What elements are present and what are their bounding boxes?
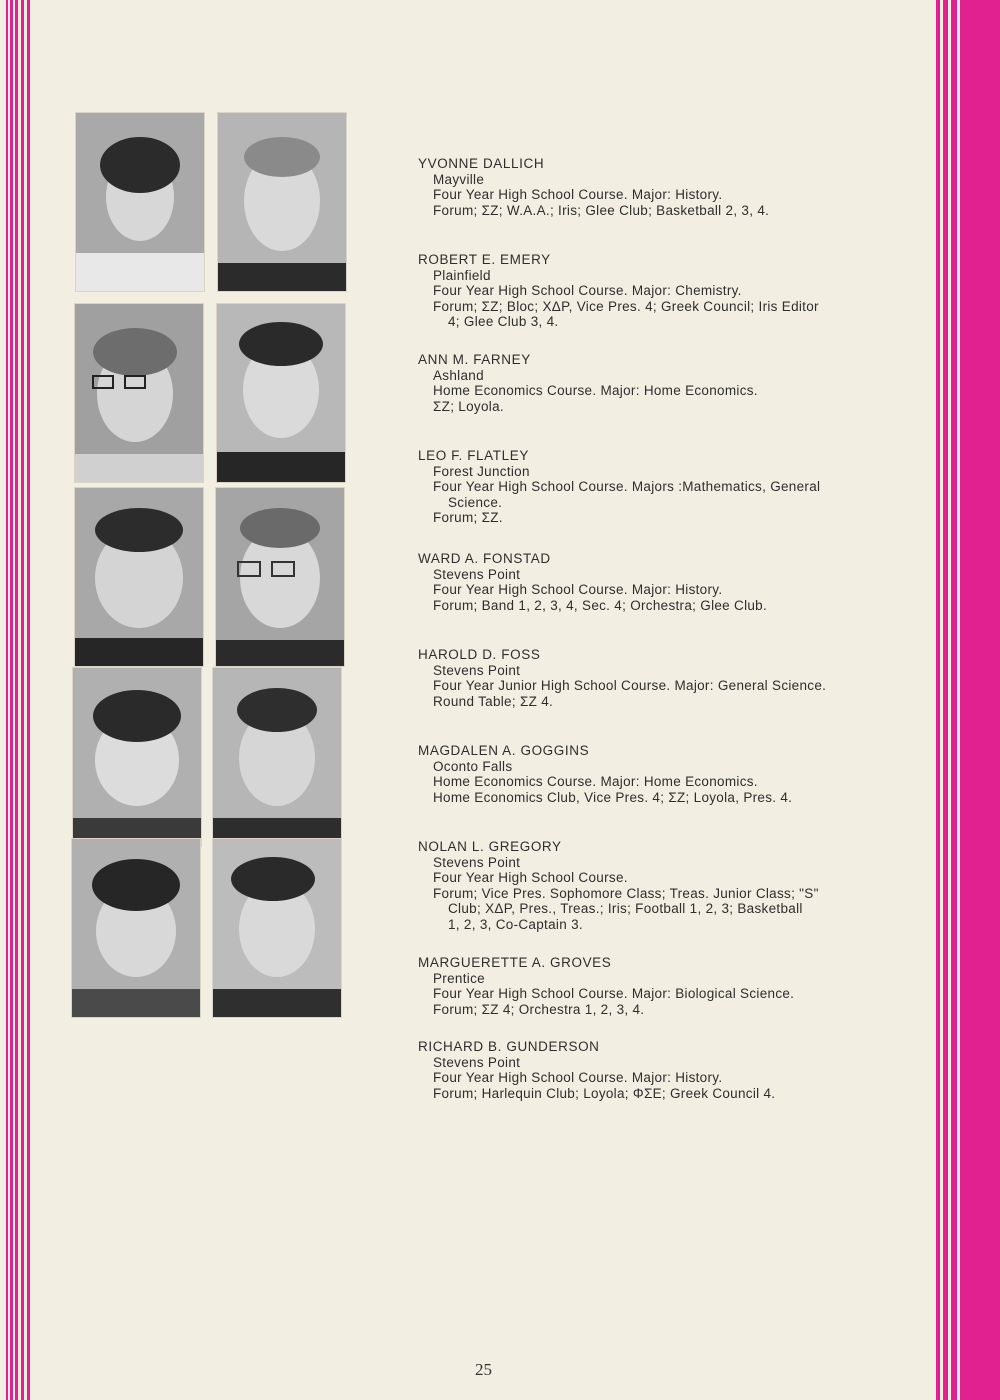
- entry-name: MARGUERETTE A. GROVES: [418, 955, 612, 970]
- portrait-photo-9: [71, 838, 201, 1018]
- entry-name: MAGDALEN A. GOGGINS: [418, 743, 590, 758]
- entry-gunderson: [418, 1039, 888, 1101]
- entry-foss: [418, 647, 888, 709]
- entry-line: Four Year High School Course. Major: History.: [433, 1070, 723, 1086]
- entry-line: Home Economics Club, Vice Pres. 4; ΣZ; Loyola, Pres. 4.: [433, 789, 793, 805]
- entry-line: Home Economics Course. Major: Home Economics.: [433, 383, 758, 399]
- entry-line: 4; Glee Club 3, 4.: [448, 314, 559, 330]
- entry-town: Prentice: [433, 970, 485, 986]
- entry-line: Forum; ΣZ; W.A.A.; Iris; Glee Club; Basketball 2, 3, 4.: [433, 202, 770, 218]
- portrait-photo-3: [74, 303, 204, 483]
- entry-town: Mayville: [433, 171, 485, 187]
- entry-farney: [418, 352, 888, 414]
- entry-line: Four Year High School Course. Major: History.: [433, 187, 723, 203]
- entry-name: LEO F. FLATLEY: [418, 448, 529, 463]
- page-number: 25: [475, 1360, 492, 1379]
- entry-town: Stevens Point: [433, 854, 521, 870]
- portrait-photo-10: [212, 838, 342, 1018]
- entry-town: Oconto Falls: [433, 758, 513, 774]
- entry-line: ΣZ; Loyola.: [433, 398, 504, 414]
- entry-town: Stevens Point: [433, 1054, 521, 1070]
- entry-line: Forum; Vice Pres. Sophomore Class; Treas. Junior Class; "S": [433, 885, 819, 901]
- entry-town: Stevens Point: [433, 566, 521, 582]
- portrait-photo-8: [212, 667, 342, 847]
- entry-town: Ashland: [433, 367, 484, 383]
- portrait-photo-5: [74, 487, 204, 667]
- entry-line: Forum; ΣZ; Bloc; XΔP, Vice Pres. 4; Greek Council; Iris Editor: [433, 298, 819, 314]
- entry-line: Home Economics Course. Major: Home Economics.: [433, 774, 758, 790]
- entry-line: Four Year High School Course. Major: Chemistry.: [433, 283, 742, 299]
- entry-name: RICHARD B. GUNDERSON: [418, 1039, 600, 1054]
- entry-line: Forum; Band 1, 2, 3, 4, Sec. 4; Orchestra; Glee Club.: [433, 597, 768, 613]
- entry-line: Club; XΔP, Pres., Treas.; Iris; Football 1, 2, 3; Basketball: [448, 901, 803, 917]
- right-decorative-border: [932, 0, 1000, 1400]
- entry-name: HAROLD D. FOSS: [418, 647, 541, 662]
- entry-line: Four Year High School Course.: [433, 870, 628, 886]
- entry-town: Stevens Point: [433, 662, 521, 678]
- entry-line: Round Table; ΣZ 4.: [433, 693, 554, 709]
- entry-name: ANN M. FARNEY: [418, 352, 531, 367]
- entry-town: Forest Junction: [433, 463, 530, 479]
- entry-line: Science.: [448, 494, 503, 510]
- entry-dallich: [418, 156, 888, 218]
- entry-line: Forum; Harlequin Club; Loyola; ΦΣE; Greek Council 4.: [433, 1085, 776, 1101]
- entry-fonstad: [418, 551, 888, 613]
- entry-flatley: [418, 448, 888, 526]
- entry-line: Forum; ΣZ 4; Orchestra 1, 2, 3, 4.: [433, 1001, 645, 1017]
- portrait-photo-6: [215, 487, 345, 667]
- portrait-photo-4: [216, 303, 346, 483]
- entry-name: NOLAN L. GREGORY: [418, 839, 562, 854]
- entry-town: Plainfield: [433, 267, 491, 283]
- entry-emery: [418, 252, 888, 330]
- portrait-photo-7: [72, 667, 202, 847]
- entry-name: YVONNE DALLICH: [418, 156, 545, 171]
- entry-gregory: [418, 839, 888, 933]
- portrait-photo-2: [217, 112, 347, 292]
- entry-groves: [418, 955, 888, 1017]
- entry-line: Forum; ΣZ.: [433, 510, 503, 526]
- portrait-photo-1: [75, 112, 205, 292]
- entry-line: Four Year Junior High School Course. Major: General Science.: [433, 678, 827, 694]
- entry-line: Four Year High School Course. Major: Biological Science.: [433, 986, 795, 1002]
- left-decorative-border: [0, 0, 34, 1400]
- entry-name: WARD A. FONSTAD: [418, 551, 551, 566]
- entry-line: 1, 2, 3, Co-Captain 3.: [448, 916, 583, 932]
- entry-name: ROBERT E. EMERY: [418, 252, 551, 267]
- entry-line: Four Year High School Course. Major: History.: [433, 582, 723, 598]
- entry-line: Four Year High School Course. Majors :Mathematics, General: [433, 479, 821, 495]
- entry-goggins: [418, 743, 888, 805]
